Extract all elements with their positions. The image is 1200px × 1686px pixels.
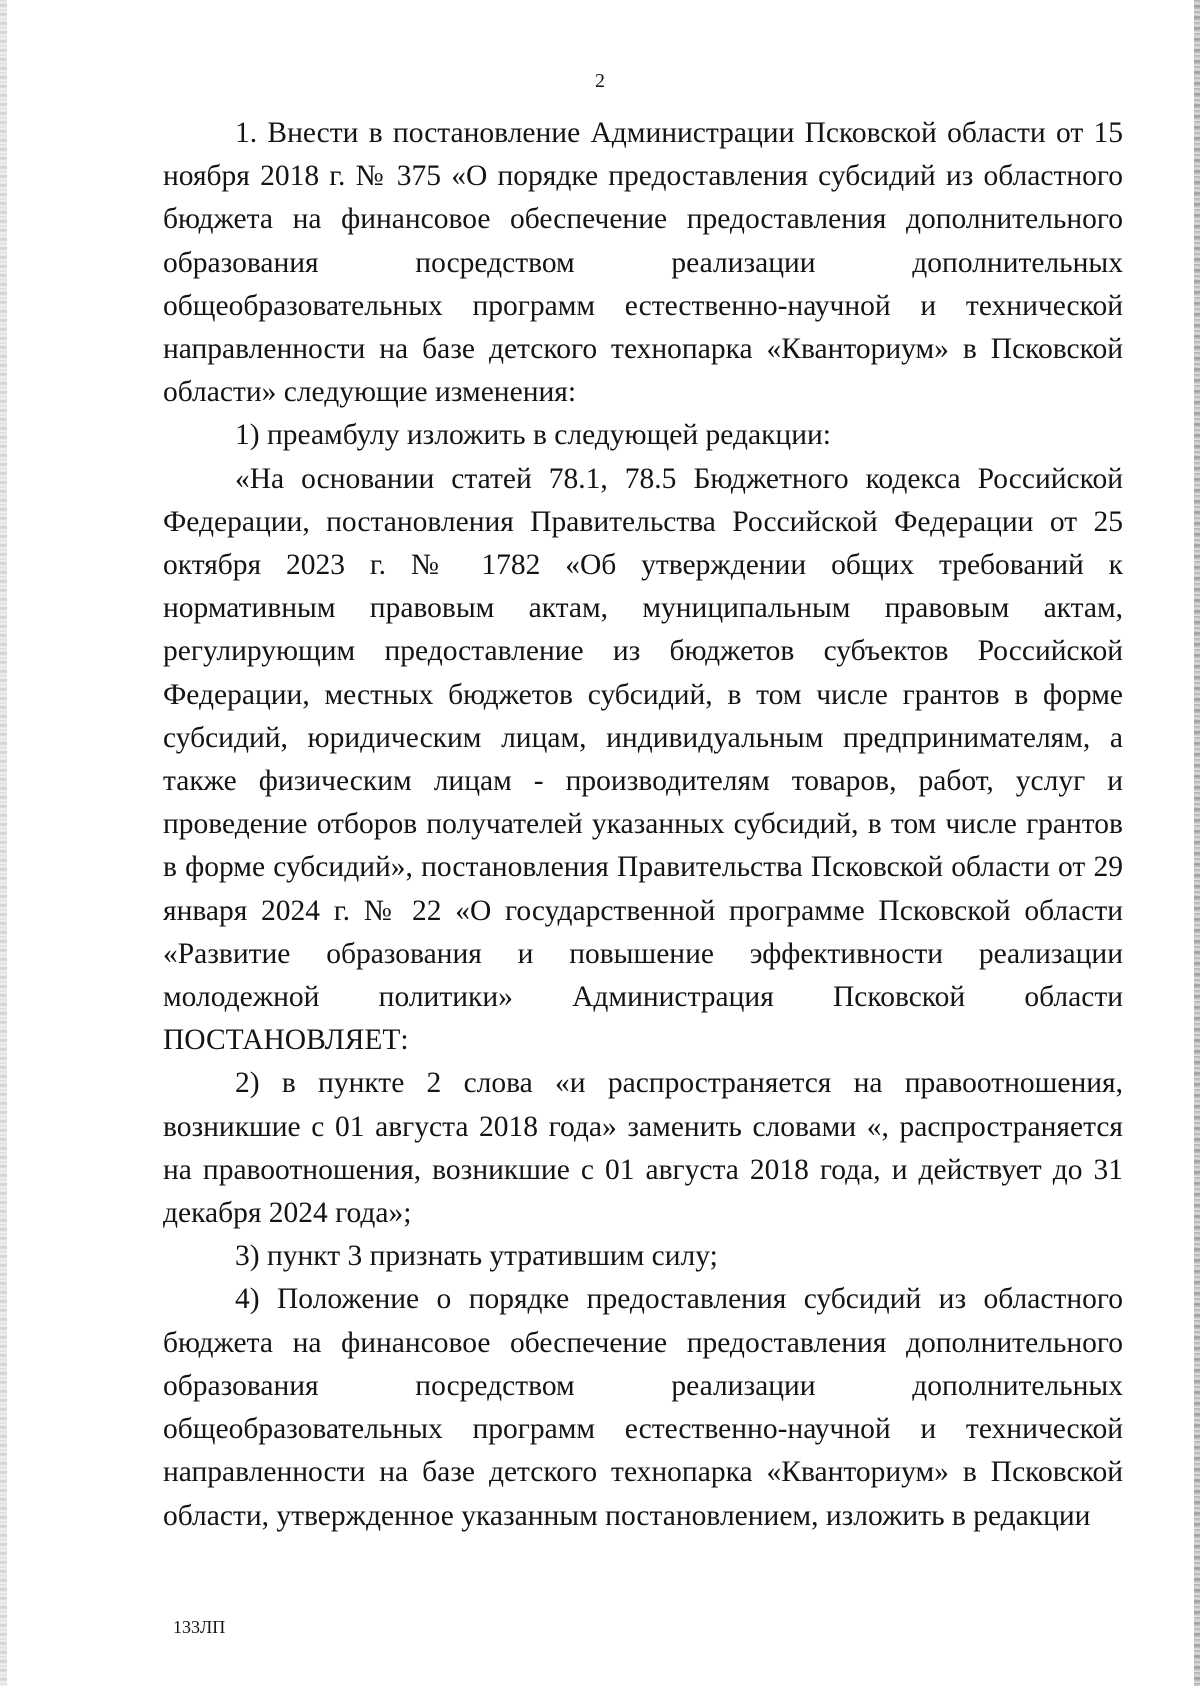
paragraph-item-3: 3) пункт 3 признать утратившим силу; — [235, 1240, 718, 1273]
scan-edge-left — [0, 0, 7, 1686]
paragraph-item-1: 1) преамбулу изложить в следующей редакции: — [235, 419, 831, 452]
paragraph-item-4: 4) Положение о порядке предоставления субсидий из областного бюджета на финансовое обеспечение предоставления дополнительного образования посредством реализации дополнительных общеобразовательных программ естественно-научной и технической направленности на базе детского технопарка «Кванториум» в Псковской области, утвержденное указанным постановлением, изложить в редакции — [163, 1283, 1123, 1532]
footer-document-code: 133ЛП — [173, 1617, 226, 1637]
paragraph-amendment-intro: 1. Внести в постановление Администрации Псковской области от 15 ноября 2018 г. № 375 «О порядке предоставления субсидий из областного бюджета на финансовое обеспечение предоставления дополнительного образования посредством реализации дополнительных общеобразовательных программ естественно-научной и технической направленности на базе детского технопарка «Кванториум» в Псковской области» следующие изменения: — [163, 117, 1123, 409]
page-number: 2 — [595, 70, 605, 92]
document-body — [163, 112, 1123, 1538]
scan-edge-right — [1194, 0, 1200, 1686]
paragraph-item-2: 2) в пункте 2 слова «и распространяется на правоотношения, возникшие с 01 августа 2018 года» заменить словами «, распространяется на правоотношения, возникшие с 01 августа 2018 года, и действует до 31 декабря 2024 года»; — [163, 1067, 1123, 1230]
paragraph-preamble-text: «На основании статей 78.1, 78.5 Бюджетного кодекса Российской Федерации, постановления Правительства Российской Федерации от 25 октября 2023 г. № 1782 «Об утверждении общих требований к нормативным правовым актам, муниципальным правовым актам, регулирующим предоставление из бюджетов субъектов Российской Федерации, местных бюджетов субсидий, в том числе грантов в форме субсидий, юридическим лицам, индивидуальным предпринимателям, а также физическим лицам - производителям товаров, работ, услуг и проведение отборов получателей указанных субсидий, в том числе грантов в форме субсидий», постановления Правительства Псковской области от 29 января 2024 г. № 22 «О государственной программе Псковской области «Развитие образования и повышение эффективности реализации молодежной политики» Администрация Псковской области ПОСТАНОВЛЯЕТ: — [163, 462, 1123, 1057]
